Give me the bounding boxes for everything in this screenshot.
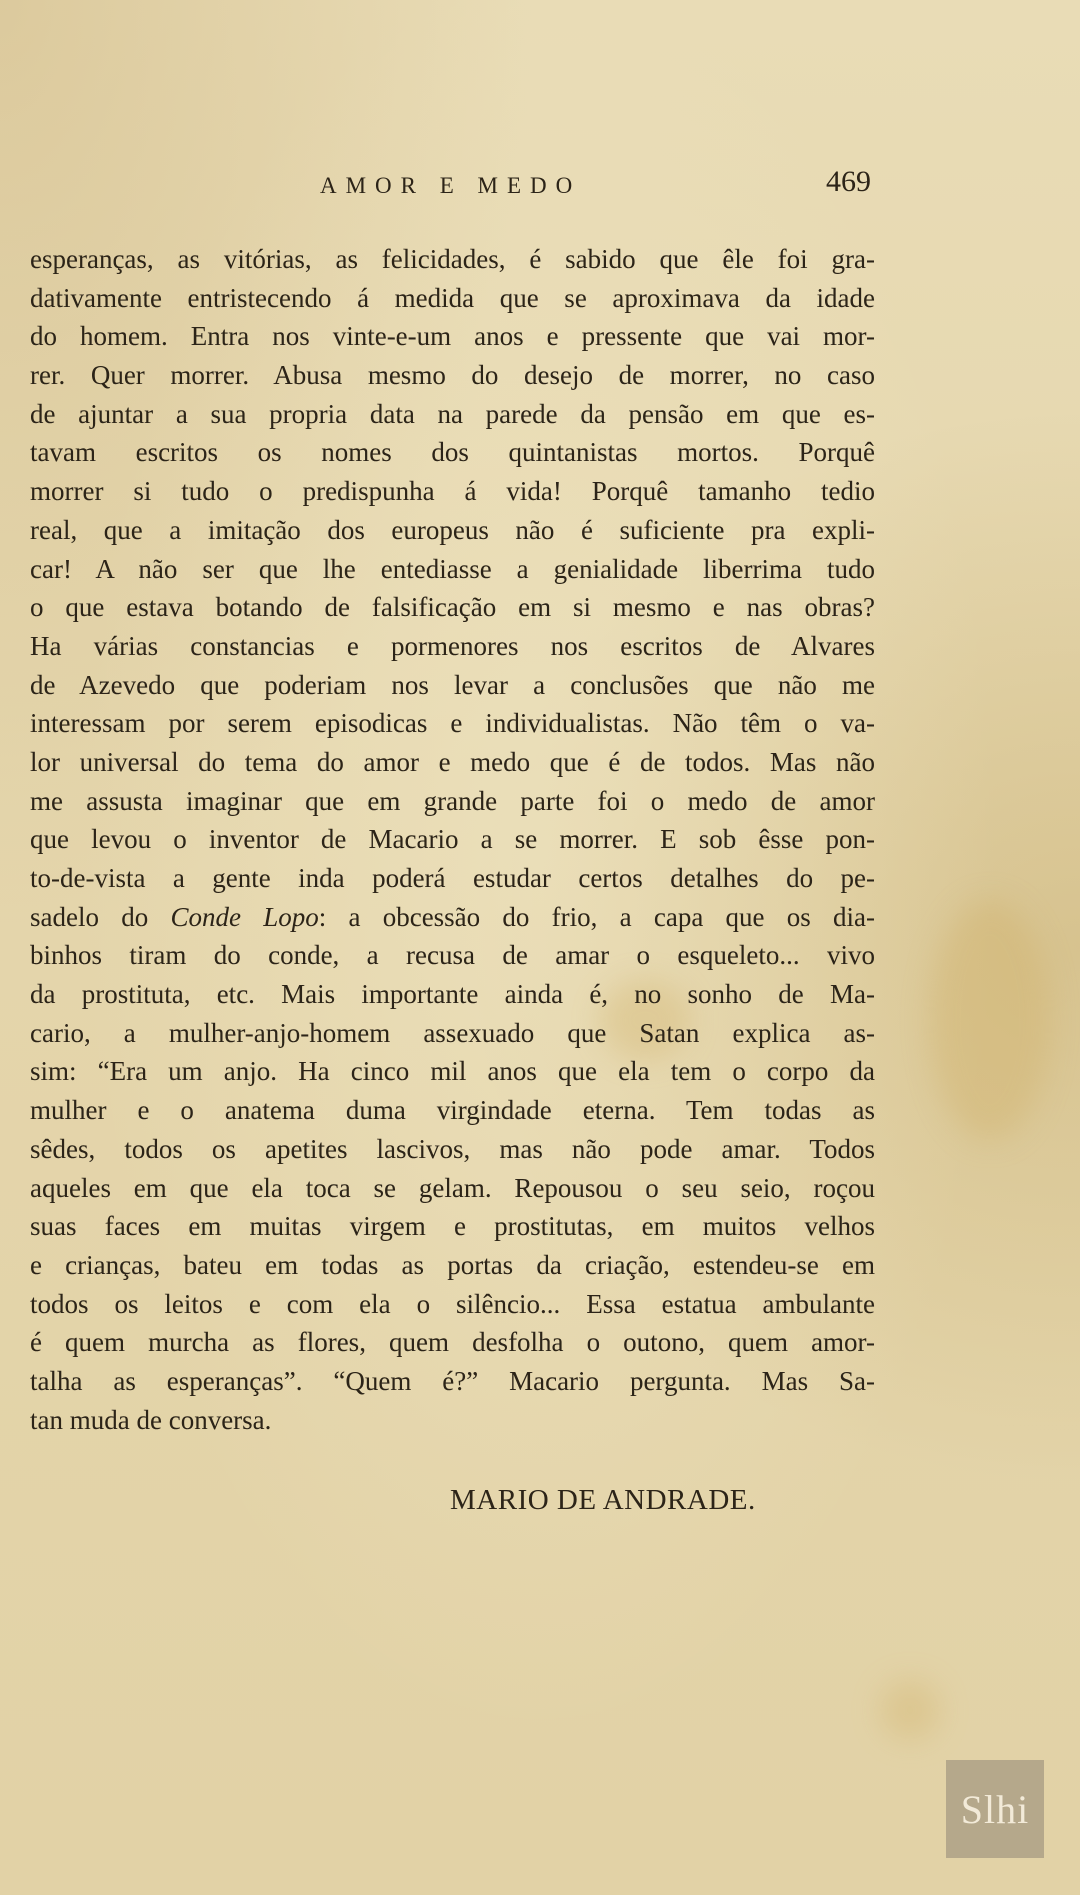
text-line: real, que a imitação dos europeus não é suficiente pra expli-	[30, 514, 875, 545]
text-line: dativamente entristecendo á medida que se aproximava da idade	[30, 282, 875, 313]
text-line: lor universal do tema do amor e medo que é de todos. Mas não	[30, 746, 875, 777]
text-line: é quem murcha as flores, quem desfolha o outono, quem amor-	[30, 1327, 875, 1358]
text-line: de Azevedo que poderiam nos levar a conclusões que não me	[30, 669, 875, 700]
paper-stain	[880, 1680, 940, 1740]
text-line: mulher e o anatema duma virgindade eterna. Tem todas as	[30, 1095, 875, 1126]
text-line: o que estava botando de falsificação em si mesmo e nas obras?	[30, 592, 875, 623]
text-line: aqueles em que ela toca se gelam. Repousou o seu seio, roçou	[30, 1172, 875, 1203]
body-text	[30, 240, 875, 1439]
text-line: car! A não ser que lhe entediasse a genialidade liberrima tudo	[30, 553, 875, 584]
library-stamp	[946, 1760, 1044, 1858]
text-line: morrer si tudo o predispunha á vida! Porquê tamanho tedio	[30, 476, 875, 507]
text-line: suas faces em muitas virgem e prostitutas, em muitos velhos	[30, 1211, 875, 1242]
text-line: interessam por serem episodicas e individualistas. Não têm o va-	[30, 708, 875, 739]
text-line: sadelo do Conde Lopo: a obcessão do frio, a capa que os dia-	[30, 901, 876, 932]
text-line: e crianças, bateu em todas as portas da criação, estendeu-se em	[30, 1249, 875, 1280]
page-header	[0, 165, 1080, 205]
text-line: Ha várias constancias e pormenores nos escritos de Alvares	[30, 630, 875, 661]
stamp-text: Slhi	[960, 1786, 1030, 1832]
italic-title: Conde Lopo	[170, 901, 319, 932]
text-line: de ajuntar a sua propria data na parede da pensão em que es-	[30, 398, 875, 429]
text-line: cario, a mulher-anjo-homem assexuado que Satan explica as-	[30, 1017, 875, 1048]
text-line: sêdes, todos os apetites lascivos, mas não pode amar. Todos	[30, 1133, 875, 1164]
text-line: da prostituta, etc. Mais importante ainda é, no sonho de Ma-	[30, 979, 875, 1010]
author-signature: MARIO DE ANDRADE.	[450, 1484, 756, 1516]
text-line: binhos tiram do conde, a recusa de amar o esqueleto... vivo	[30, 940, 875, 971]
text-line: sim: “Era um anjo. Ha cinco mil anos que ela tem o corpo da	[30, 1056, 875, 1087]
text-line: rer. Quer morrer. Abusa mesmo do desejo de morrer, no caso	[30, 360, 875, 391]
text-line: me assusta imaginar que em grande parte foi o medo de amor	[30, 785, 875, 816]
text-line: tan muda de conversa.	[30, 1404, 272, 1435]
text-line: to-de-vista a gente inda poderá estudar certos detalhes do pe-	[30, 863, 875, 893]
text-line: esperanças, as vitórias, as felicidades, é sabido que êle foi gra-	[30, 244, 875, 274]
text-line: todos os leitos e com ela o silêncio... Essa estatua ambulante	[30, 1288, 875, 1319]
paper-stain	[930, 900, 1050, 1140]
text-line: talha as esperanças”. “Quem é?” Macario pergunta. Mas Sa-	[30, 1365, 875, 1396]
running-title: AMOR E MEDO	[320, 173, 582, 198]
text-line: do homem. Entra nos vinte-e-um anos e pressente que vai mor-	[30, 321, 875, 352]
text-line: que levou o inventor de Macario a se morrer. E sob êsse pon-	[30, 824, 875, 855]
text-line: tavam escritos os nomes dos quintanistas mortos. Porquê	[30, 437, 875, 468]
page-number: 469	[826, 165, 871, 198]
